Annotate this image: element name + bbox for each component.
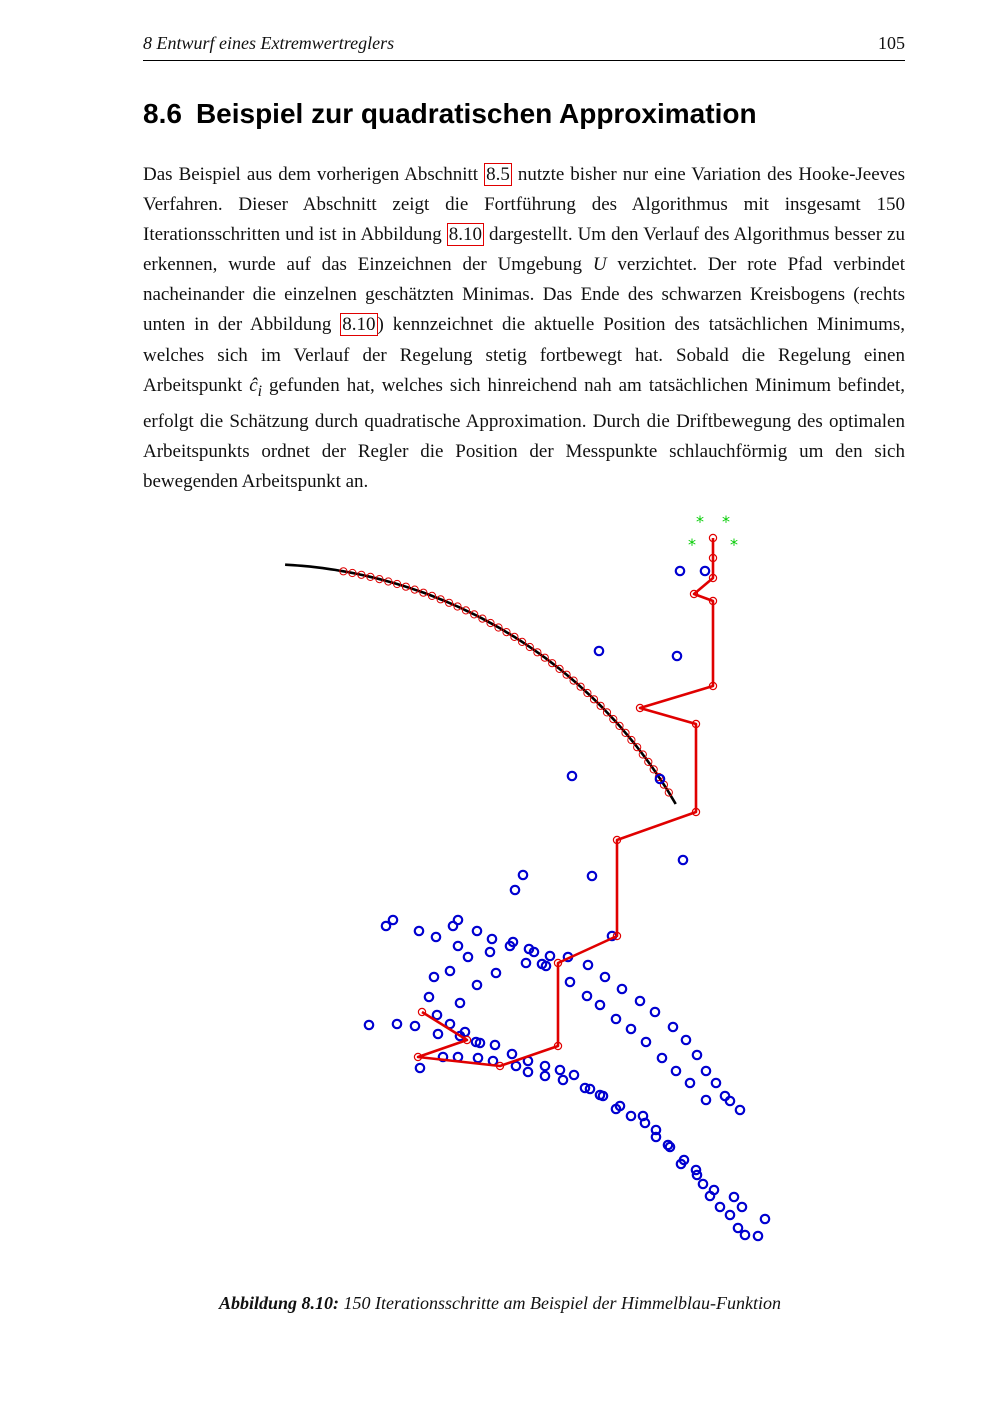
- measurement-point: [474, 1054, 482, 1062]
- text-run: verzichtet. Der rote Pfad verbindet nacheinander die einzelnen geschätzten Minimas. Das Ende des schwarzen Kreisbogens (rechts unten in der Abbildung: [143, 254, 905, 336]
- measurement-point: [430, 973, 438, 981]
- text-run: nutzte bisher nur eine Variation des Hooke-Jeeves Verfahren. Dieser Abschnitt zeigt die Fortführung des Algorithmus mit insgesamt 150 Iterationsschritten und ist in Abbildung: [143, 164, 905, 246]
- section-heading: [143, 98, 757, 130]
- measurement-point: [726, 1211, 734, 1219]
- measurement-point: [389, 916, 397, 924]
- measurement-point: [596, 1001, 604, 1009]
- figure-reference-link[interactable]: 8.10: [342, 314, 376, 336]
- measurement-point: [676, 567, 684, 575]
- measurement-point: [693, 1051, 701, 1059]
- measurement-point: [365, 1021, 373, 1029]
- measurement-point: [584, 961, 592, 969]
- measurement-point: [738, 1203, 746, 1211]
- measurement-point: [595, 647, 603, 655]
- measurement-point: [726, 1097, 734, 1105]
- measurement-point: [522, 959, 530, 967]
- measurement-point: [473, 927, 481, 935]
- page-number: 105: [878, 33, 905, 53]
- measurement-point: [434, 1030, 442, 1038]
- measurement-point: [508, 1050, 516, 1058]
- figure-caption: [0, 1293, 1000, 1314]
- measurement-point: [666, 1143, 674, 1151]
- measurement-point: [601, 973, 609, 981]
- measurement-point: [559, 1076, 567, 1084]
- measurement-point: [511, 886, 519, 894]
- figure-plot: [280, 500, 780, 1280]
- text-run: dargestellt. Um den Verlauf des Algorithmus besser zu erkennen, wurde auf das Einzeichnen der Umgebung: [143, 224, 905, 276]
- measurement-point: [618, 985, 626, 993]
- measurement-point: [682, 1036, 690, 1044]
- measurement-point: [519, 871, 527, 879]
- body-paragraph: [143, 160, 905, 497]
- measurement-point: [556, 1066, 564, 1074]
- estimated-minima-path: [418, 538, 713, 1066]
- measurement-point: [686, 1079, 694, 1087]
- measurement-point: [651, 1008, 659, 1016]
- math-symbol-c-hat: ĉ: [249, 374, 258, 396]
- measurement-point: [699, 1180, 707, 1188]
- running-header: [143, 30, 905, 61]
- measurement-point: [612, 1015, 620, 1023]
- measurement-point: [416, 1064, 424, 1072]
- measurement-point: [716, 1203, 724, 1211]
- measurement-point: [673, 652, 681, 660]
- measurement-point: [566, 978, 574, 986]
- measurement-point: [454, 942, 462, 950]
- measurement-point: [491, 1041, 499, 1049]
- text-run: ) kennzeichnet die aktuelle Position des tatsächlichen Minimums, welches sich im Verlauf der Regelung stetig fortbewegt hat. Sobald die Regelung einen Arbeitspunkt: [143, 314, 905, 396]
- measurement-point: [541, 1062, 549, 1070]
- measurement-point: [701, 567, 709, 575]
- measurement-point: [734, 1224, 742, 1232]
- measurement-point: [583, 992, 591, 1000]
- measurement-point: [456, 999, 464, 1007]
- himmelblau-plot: [280, 500, 780, 1280]
- initial-point: *: [730, 535, 738, 554]
- measurement-point: [741, 1231, 749, 1239]
- measurement-point: [669, 1023, 677, 1031]
- text-run: Das Beispiel aus dem vorherigen Abschnitt: [143, 164, 485, 185]
- measurement-point: [393, 1020, 401, 1028]
- measurement-point: [588, 872, 596, 880]
- measurement-point: [761, 1215, 769, 1223]
- figure-reference-link[interactable]: 8.10: [448, 224, 482, 246]
- section-title: Beispiel zur quadratischen Approximation: [195, 98, 757, 129]
- measurement-point: [627, 1025, 635, 1033]
- figure-label: Abbildung 8.10:: [219, 1293, 340, 1313]
- measurement-point: [730, 1193, 738, 1201]
- measurement-point: [464, 953, 472, 961]
- initial-point: *: [696, 512, 704, 531]
- measurement-point: [546, 952, 554, 960]
- measurement-point: [512, 1062, 520, 1070]
- measurement-point: [473, 981, 481, 989]
- initial-point: *: [722, 512, 730, 531]
- measurement-point: [712, 1079, 720, 1087]
- section-reference-link[interactable]: 8.5: [486, 164, 510, 185]
- measurement-point: [568, 772, 576, 780]
- measurement-point: [488, 935, 496, 943]
- figure-caption-text: 150 Iterationsschritte am Beispiel der Himmelblau-Funktion: [343, 1293, 781, 1313]
- measurement-point: [454, 916, 462, 924]
- measurement-point: [721, 1092, 729, 1100]
- measurement-point: [432, 933, 440, 941]
- text-run: gefunden hat, welches sich hinreichend nah am tatsächlichen Minimum befindet, erfolgt die Schätzung durch quadratische Approximation. Durch die Driftbewegung des optimalen Arbeitspunkts ordnet der Regler die Position der Messpunkte schlauchförmig um den sich bewegenden Arbeitspunkt an.: [143, 374, 906, 492]
- measurement-point: [636, 997, 644, 1005]
- optimum-trajectory-arc: [285, 565, 676, 804]
- measurement-point: [679, 856, 687, 864]
- measurement-point: [411, 1022, 419, 1030]
- measurement-point: [570, 1071, 578, 1079]
- measurement-point: [642, 1038, 650, 1046]
- measurement-point: [433, 1011, 441, 1019]
- measurement-point: [425, 993, 433, 1001]
- measurement-point: [702, 1067, 710, 1075]
- measurement-point: [702, 1096, 710, 1104]
- section-number: 8.6: [143, 98, 182, 129]
- chapter-title: 8 Entwurf eines Extremwertreglers: [143, 33, 395, 53]
- measurement-point: [658, 1054, 666, 1062]
- measurement-point: [446, 967, 454, 975]
- measurement-point: [486, 948, 494, 956]
- measurement-point: [541, 1072, 549, 1080]
- measurement-point: [754, 1232, 762, 1240]
- measurement-point: [672, 1067, 680, 1075]
- measurement-point: [524, 1068, 532, 1076]
- math-symbol-u: U: [592, 254, 607, 276]
- measurement-point: [736, 1106, 744, 1114]
- initial-point: *: [688, 535, 696, 554]
- measurement-point: [627, 1112, 635, 1120]
- math-subscript-i: i: [257, 382, 263, 400]
- measurement-point: [415, 927, 423, 935]
- measurement-point: [492, 969, 500, 977]
